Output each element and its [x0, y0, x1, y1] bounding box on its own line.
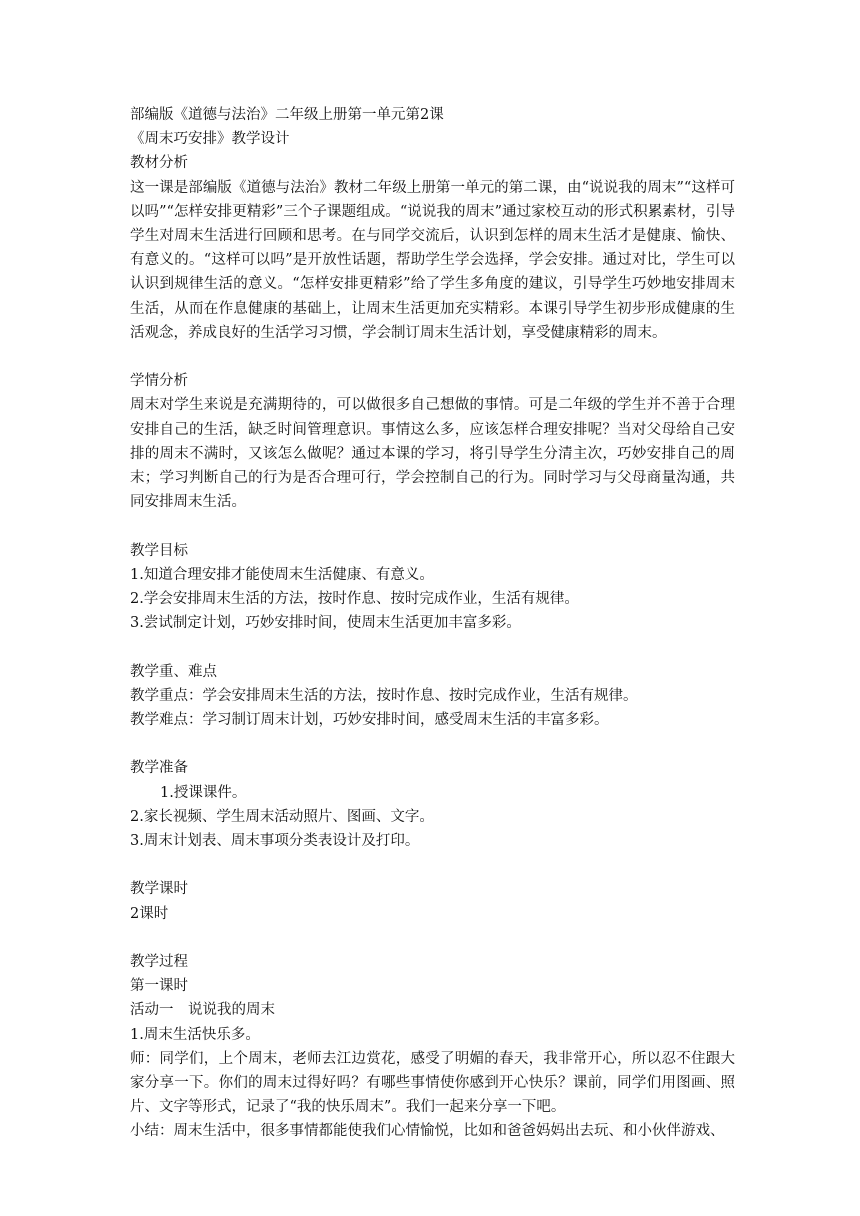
keypoint-difficulty: 教学难点：学习制订周末计划，巧妙安排时间，感受周末生活的丰富多彩。 — [130, 712, 609, 729]
spacer — [130, 345, 735, 369]
step-title: 1.周末生活快乐多。 — [130, 1026, 260, 1043]
summary-text: 小结：周末生活中，很多事情都能使我们心情愉悦，比如和爸爸妈妈出去玩、和小伙伴游戏、 — [130, 1123, 725, 1140]
spacer — [130, 853, 735, 877]
process-heading: 教学过程 — [130, 954, 188, 971]
spacer — [130, 926, 735, 950]
students-heading: 学情分析 — [130, 373, 188, 390]
students-body: 周末对学生来说是充满期待的，可以做很多自己想做的事情。可是二年级的学生并不善于合理安排自己的生活，缺乏时间管理意识。事情这么多，应该怎样合理安排呢？当对父母给自己安排的周末不满时，又该怎么做呢？通过本课的学习，将引导学生分清主次，巧妙安排自己的周末；学习判断自己的行为是否合理可行，学会控制自己的行为。同时学习与父母商量沟通，共同安排周末生活。 — [130, 397, 735, 511]
teacher-speech: 师：同学们，上个周末，老师去江边赏花，感受了明媚的春天，我非常开心，所以忍不住跟大家分享一下。你们的周末过得好吗？有哪些事情使你感到开心快乐？课前，同学们用图画、照片、文字等形式，记录了“我的快乐周末”。我们一起来分享一下吧。 — [130, 1050, 735, 1116]
prep-item-3: 3.周末计划表、周末事项分类表设计及打印。 — [130, 833, 420, 850]
prep-heading: 教学准备 — [130, 760, 188, 777]
lesson-label: 第一课时 — [130, 978, 188, 995]
hours-heading: 教学课时 — [130, 881, 188, 898]
document-title-line1: 部编版《道德与法治》二年级上册第一单元第2课 — [130, 107, 444, 123]
keypoint-focus: 教学重点：学会安排周末生活的方法，按时作息、按时完成作业，生活有规律。 — [130, 687, 638, 704]
hours-value: 2课时 — [130, 905, 169, 922]
keypoints-heading: 教学重、难点 — [130, 663, 217, 680]
goal-item-1: 1.知道合理安排才能使周末生活健康、有意义。 — [130, 566, 434, 583]
goals-heading: 教学目标 — [130, 542, 188, 559]
goal-item-2: 2.学会安排周末生活的方法，按时作息、按时完成作业，生活有规律。 — [130, 591, 579, 608]
document-page — [130, 103, 735, 1144]
document-title-line2: 《周末巧安排》教学设计 — [130, 131, 290, 148]
spacer — [130, 732, 735, 756]
goal-item-3: 3.尝试制定计划，巧妙安排时间，使周末生活更加丰富多彩。 — [130, 615, 521, 632]
material-heading: 教材分析 — [130, 155, 188, 172]
material-body: 这一课是部编版《道德与法治》教材二年级上册第一单元的第二课，由“说说我的周末”“这样可以吗”“怎样安排更精彩”三个子课题组成。“说说我的周末”通过家校互动的形式积累素材，引导学生对周末生活进行回顾和思考。在与同学交流后，认识到怎样的周末生活才是健康、愉快、有意义的。“这样可以吗”是开放性话题，帮助学生学会选择，学会安排。通过对比，学生可以认识到规律生活的意义。“怎样安排更精彩”给了学生多角度的建议，引导学生巧妙地安排周末生活，从而在作息健康的基础上，让周末生活更加充实精彩。本课引导学生初步形成健康的生活观念，养成良好的生活学习习惯，学会制订周末生活计划，享受健康精彩的周末。 — [130, 179, 735, 341]
spacer — [130, 514, 735, 538]
prep-item-1: 1.授课课件。 — [160, 784, 247, 801]
spacer — [130, 635, 735, 659]
prep-item-2: 2.家长视频、学生周末活动照片、图画、文字。 — [130, 808, 434, 825]
activity-title: 活动一 说说我的周末 — [130, 1002, 275, 1019]
